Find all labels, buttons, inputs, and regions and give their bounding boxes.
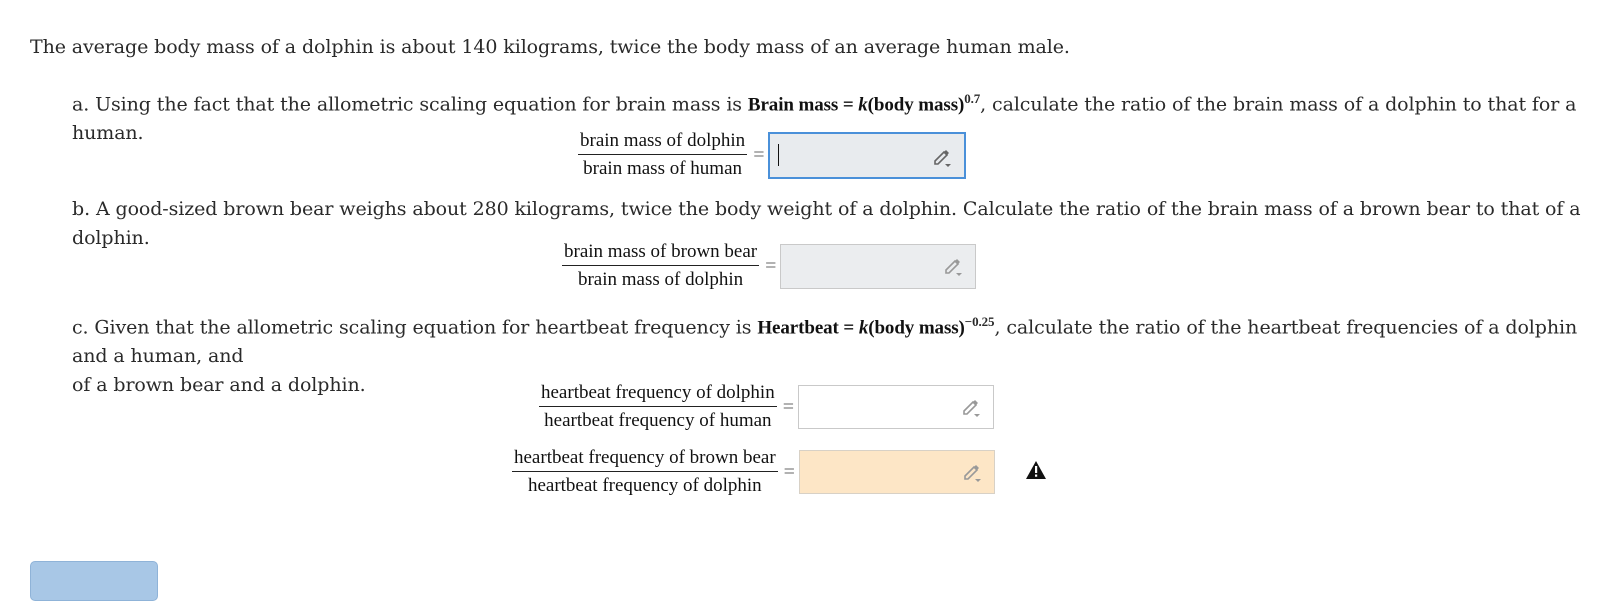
part-a-prefix: a. Using the fact that the allometric scaling equation for brain mass is xyxy=(72,93,748,116)
part-c-prefix: c. Given that the allometric scaling equation for heartbeat frequency is xyxy=(72,316,758,339)
part-c-equation-2 xyxy=(512,448,995,496)
part-a-numerator: brain mass of dolphin xyxy=(578,131,747,155)
part-c-denominator-1: heartbeat frequency of human xyxy=(544,410,772,431)
part-c-fraction-1 xyxy=(539,383,777,431)
equals-sign: = xyxy=(783,460,795,483)
part-c-answer-input-2[interactable] xyxy=(799,450,995,494)
part-a-answer-input[interactable] xyxy=(768,132,966,179)
part-b-answer-input[interactable] xyxy=(780,244,976,289)
part-a-eq: = xyxy=(838,94,859,116)
part-c-answer-input-1[interactable] xyxy=(798,385,994,429)
part-c-paren: (body mass) xyxy=(868,317,965,339)
part-a-paren: (body mass) xyxy=(867,94,965,116)
part-b-equation xyxy=(562,242,976,290)
part-c-k: k xyxy=(858,317,869,339)
part-b-fraction xyxy=(562,242,759,290)
part-a-equation xyxy=(578,131,966,179)
part-a-denominator: brain mass of human xyxy=(583,158,742,179)
part-a-exponent: 0.7 xyxy=(964,91,981,106)
part-a-k: k xyxy=(858,94,868,116)
part-b-text: b. A good-sized brown bear weighs about 280 kilograms, twice the body weight of a dolphin. Calculate the ratio of the brain mass of a brown bear to that of a dolphin. xyxy=(72,198,1581,249)
equals-sign: = xyxy=(782,395,794,418)
text-cursor xyxy=(778,144,779,166)
equals-sign: = xyxy=(753,143,765,166)
submit-button[interactable] xyxy=(30,561,158,601)
pencil-icon[interactable] xyxy=(932,147,952,167)
part-c-suffix: , calculate the ratio of the heartbeat frequencies of a dolphin and a human, and xyxy=(72,316,1578,368)
part-a-fraction xyxy=(578,131,747,179)
problem-intro: The average body mass of a dolphin is about 140 kilograms, twice the body mass of an average human male. xyxy=(30,36,1070,58)
part-c-denominator-2: heartbeat frequency of dolphin xyxy=(527,475,762,496)
part-b-numerator: brain mass of brown bear xyxy=(562,242,759,266)
part-c-lhs: Heartbeat xyxy=(757,317,839,339)
part-a-suffix: , calculate the ratio of the brain mass of a dolphin to that for a human. xyxy=(72,93,1577,145)
part-a-lhs: Brain mass xyxy=(747,94,839,116)
part-c-line2: of a brown bear and a dolphin. xyxy=(72,374,366,397)
part-c-equation-1 xyxy=(539,383,994,431)
warning-icon xyxy=(1025,460,1047,480)
part-c-numerator-1: heartbeat frequency of dolphin xyxy=(539,383,777,407)
equals-sign: = xyxy=(765,254,777,277)
part-c-exponent: −0.25 xyxy=(964,314,995,329)
pencil-icon[interactable] xyxy=(943,256,963,276)
part-c-eq: = xyxy=(838,317,859,339)
pencil-icon[interactable] xyxy=(961,397,981,417)
part-c-fraction-2 xyxy=(512,448,778,496)
part-c-numerator-2: heartbeat frequency of brown bear xyxy=(512,448,778,472)
part-b-denominator: brain mass of dolphin xyxy=(577,269,744,290)
pencil-icon[interactable] xyxy=(962,462,982,482)
